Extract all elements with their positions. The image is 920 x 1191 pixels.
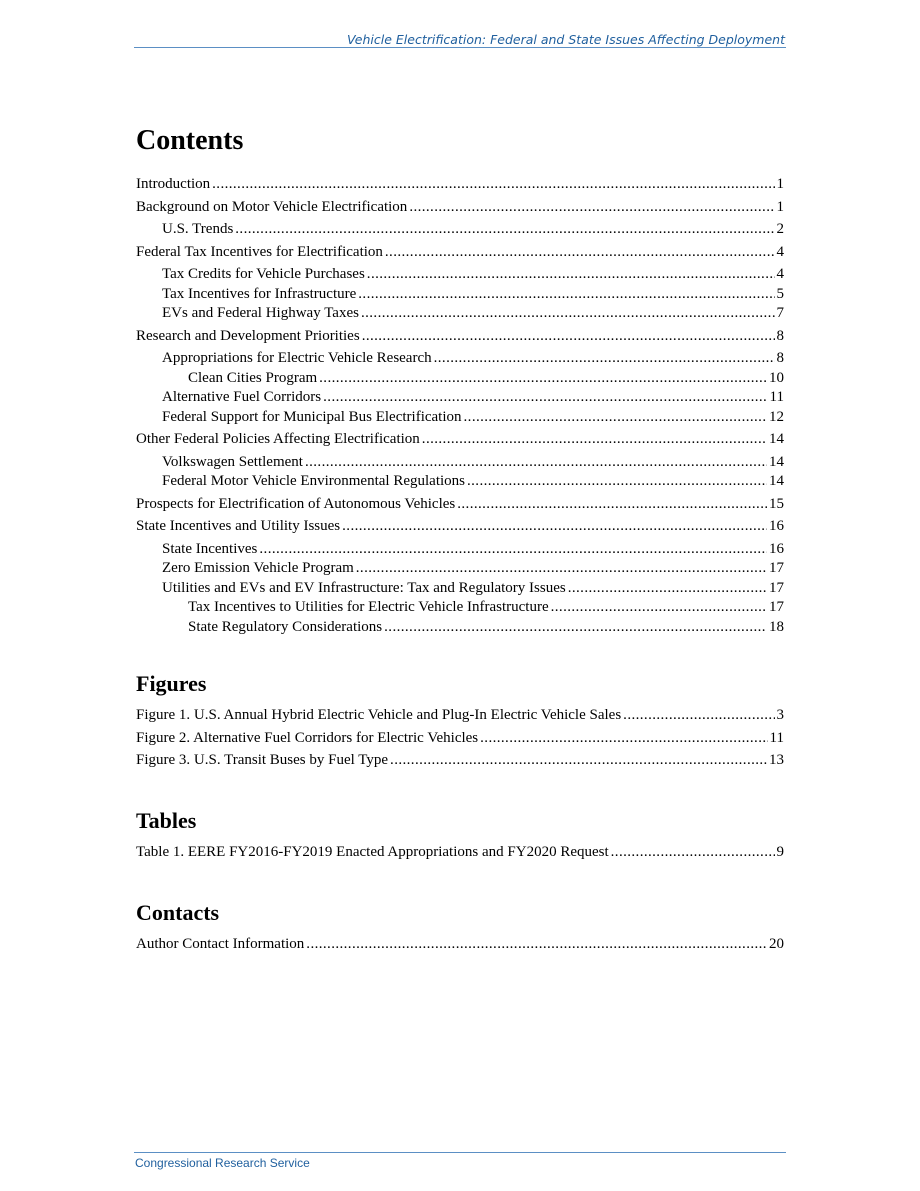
toc-entry-page: 8 — [776, 327, 784, 344]
toc-entry[interactable] — [136, 453, 784, 473]
toc-entry-page: 11 — [769, 389, 784, 405]
dot-leader — [358, 285, 774, 305]
toc-entry-page: 4 — [776, 243, 784, 260]
contacts-heading: Contacts — [136, 900, 220, 925]
toc-entry[interactable] — [136, 472, 784, 492]
toc-entry-title: Tax Incentives for Infrastructure — [162, 285, 357, 302]
toc-entry-page: 18 — [769, 618, 784, 635]
figure-entry-page: 11 — [769, 729, 784, 746]
toc-entry-page: 17 — [769, 579, 784, 596]
toc-entry[interactable] — [136, 349, 784, 369]
dot-leader — [342, 517, 767, 537]
toc-entry[interactable] — [136, 408, 784, 428]
toc-entry-page: 16 — [769, 540, 784, 557]
toc-entry-title: Volkswagen Settlement — [162, 453, 303, 470]
toc-entry[interactable] — [136, 198, 784, 218]
contents-heading: Contents — [136, 125, 244, 156]
toc-entry-title: U.S. Trends — [162, 221, 234, 237]
toc-entry-title: Federal Motor Vehicle Environmental Regulations — [162, 473, 465, 489]
toc-entry[interactable] — [136, 369, 784, 389]
toc-entry-page: 4 — [776, 266, 784, 282]
toc-entry-page: 1 — [776, 198, 784, 215]
dot-leader — [384, 618, 767, 638]
toc-entry[interactable] — [136, 327, 784, 347]
figure-entry[interactable] — [136, 729, 784, 749]
contacts-list — [136, 935, 784, 955]
toc-entry[interactable] — [136, 495, 784, 515]
toc-entry-page: 12 — [769, 408, 784, 425]
dot-leader — [623, 706, 774, 726]
contacts-section — [136, 900, 784, 955]
toc-entry-page: 1 — [776, 176, 784, 192]
toc-entry[interactable] — [136, 285, 784, 305]
dot-leader — [319, 369, 767, 389]
dot-leader — [434, 349, 775, 369]
tables-list — [136, 843, 784, 863]
contact-entry-page: 20 — [769, 936, 784, 952]
figures-heading: Figures — [136, 671, 207, 696]
toc-entry-page: 2 — [776, 221, 784, 237]
toc-entry[interactable] — [136, 430, 784, 450]
toc-entry-title: Federal Support for Municipal Bus Electrification — [162, 408, 462, 425]
toc-entry[interactable] — [136, 388, 784, 408]
toc-entry[interactable] — [136, 618, 784, 638]
toc-entry-page: 14 — [769, 453, 784, 470]
contact-entry-title: Author Contact Information — [136, 936, 305, 952]
toc-entry-title: Research and Development Priorities — [136, 327, 360, 344]
header-rule — [134, 47, 786, 48]
toc-entry-title: Tax Incentives to Utilities for Electric Vehicle Infrastructure — [188, 599, 549, 615]
toc-entry-page: 14 — [769, 473, 784, 489]
toc-entry-title: Alternative Fuel Corridors — [162, 389, 322, 405]
figure-entry[interactable] — [136, 751, 784, 771]
toc-entry-title: Utilities and EVs and EV Infrastructure: Tax and Regulatory Issues — [162, 579, 566, 596]
figure-entry-title: Figure 2. Alternative Fuel Corridors for Electric Vehicles — [136, 729, 479, 746]
figure-entry-title: Figure 1. U.S. Annual Hybrid Electric Vehicle and Plug-In Electric Vehicle Sales — [136, 707, 622, 723]
toc-entry[interactable] — [136, 540, 784, 560]
toc-entry[interactable] — [136, 220, 784, 240]
toc-entry-page: 17 — [769, 599, 784, 615]
toc-entry[interactable] — [136, 243, 784, 263]
contents-list — [136, 175, 784, 637]
toc-entry-title: Appropriations for Electric Vehicle Research — [162, 350, 432, 366]
toc-entry-title: Other Federal Policies Affecting Electrification — [136, 431, 420, 447]
dot-leader — [467, 472, 767, 492]
toc-entry-title: State Incentives — [162, 540, 258, 557]
footer-source: Congressional Research Service — [135, 1156, 310, 1170]
dot-leader — [422, 430, 767, 450]
toc-entry[interactable] — [136, 175, 784, 195]
dot-leader — [457, 495, 767, 515]
dot-leader — [259, 540, 767, 560]
toc-entry-title: State Regulatory Considerations — [188, 618, 383, 635]
dot-leader — [390, 751, 767, 771]
figure-entry-page: 13 — [769, 752, 784, 768]
dot-leader — [212, 175, 774, 195]
dot-leader — [356, 559, 767, 579]
dot-leader — [305, 453, 767, 473]
toc-entry-title: State Incentives and Utility Issues — [136, 518, 341, 534]
dot-leader — [480, 729, 767, 749]
dot-leader — [306, 935, 767, 955]
toc-entry-page: 16 — [769, 518, 784, 534]
tables-section — [136, 808, 784, 863]
dot-leader — [367, 265, 775, 285]
dot-leader — [409, 198, 774, 218]
dot-leader — [551, 598, 767, 618]
dot-leader — [385, 243, 775, 263]
contact-entry[interactable] — [136, 935, 784, 955]
toc-entry-title: Prospects for Electrification of Autonomous Vehicles — [136, 495, 456, 512]
figure-entry-page: 3 — [776, 707, 784, 723]
dot-leader — [323, 388, 767, 408]
tables-heading: Tables — [136, 807, 197, 833]
toc-entry[interactable] — [136, 559, 784, 579]
toc-entry-page: 17 — [769, 560, 784, 576]
toc-entry-page: 5 — [776, 285, 784, 302]
toc-entry[interactable] — [136, 579, 784, 599]
toc-entry-page: 7 — [776, 305, 784, 321]
table-entry-page: 9 — [776, 843, 784, 860]
toc-entry-title: Background on Motor Vehicle Electrification — [136, 198, 408, 215]
toc-entry-page: 10 — [769, 369, 784, 386]
figure-entry[interactable] — [136, 706, 784, 726]
toc-entry-title: Zero Emission Vehicle Program — [162, 560, 354, 576]
dot-leader — [568, 579, 767, 599]
toc-entry[interactable] — [136, 304, 784, 324]
running-header: Vehicle Electrification: Federal and State Issues Affecting Deployment — [346, 32, 785, 47]
footer-rule — [134, 1152, 786, 1153]
toc-entry[interactable] — [136, 265, 784, 285]
toc-entry[interactable] — [136, 517, 784, 537]
toc-entry[interactable] — [136, 598, 784, 618]
table-of-contents — [136, 124, 784, 955]
toc-entry-page: 14 — [769, 431, 784, 447]
toc-entry-title: EVs and Federal Highway Taxes — [162, 305, 359, 321]
dot-leader — [611, 843, 775, 863]
toc-entry-title: Federal Tax Incentives for Electrification — [136, 243, 383, 260]
toc-entry-title: Clean Cities Program — [188, 369, 318, 386]
dot-leader — [362, 327, 775, 347]
table-entry[interactable] — [136, 843, 784, 863]
figures-list — [136, 706, 784, 771]
dot-leader — [464, 408, 767, 428]
toc-entry-page: 15 — [769, 495, 784, 512]
toc-entry-title: Introduction — [136, 176, 211, 192]
toc-entry-page: 8 — [776, 350, 784, 366]
table-entry-title: Table 1. EERE FY2016-FY2019 Enacted Appropriations and FY2020 Request — [136, 843, 609, 860]
dot-leader — [235, 220, 774, 240]
toc-entry-title: Tax Credits for Vehicle Purchases — [162, 266, 365, 282]
dot-leader — [361, 304, 775, 324]
figures-section — [136, 671, 784, 771]
figure-entry-title: Figure 3. U.S. Transit Buses by Fuel Type — [136, 752, 389, 768]
